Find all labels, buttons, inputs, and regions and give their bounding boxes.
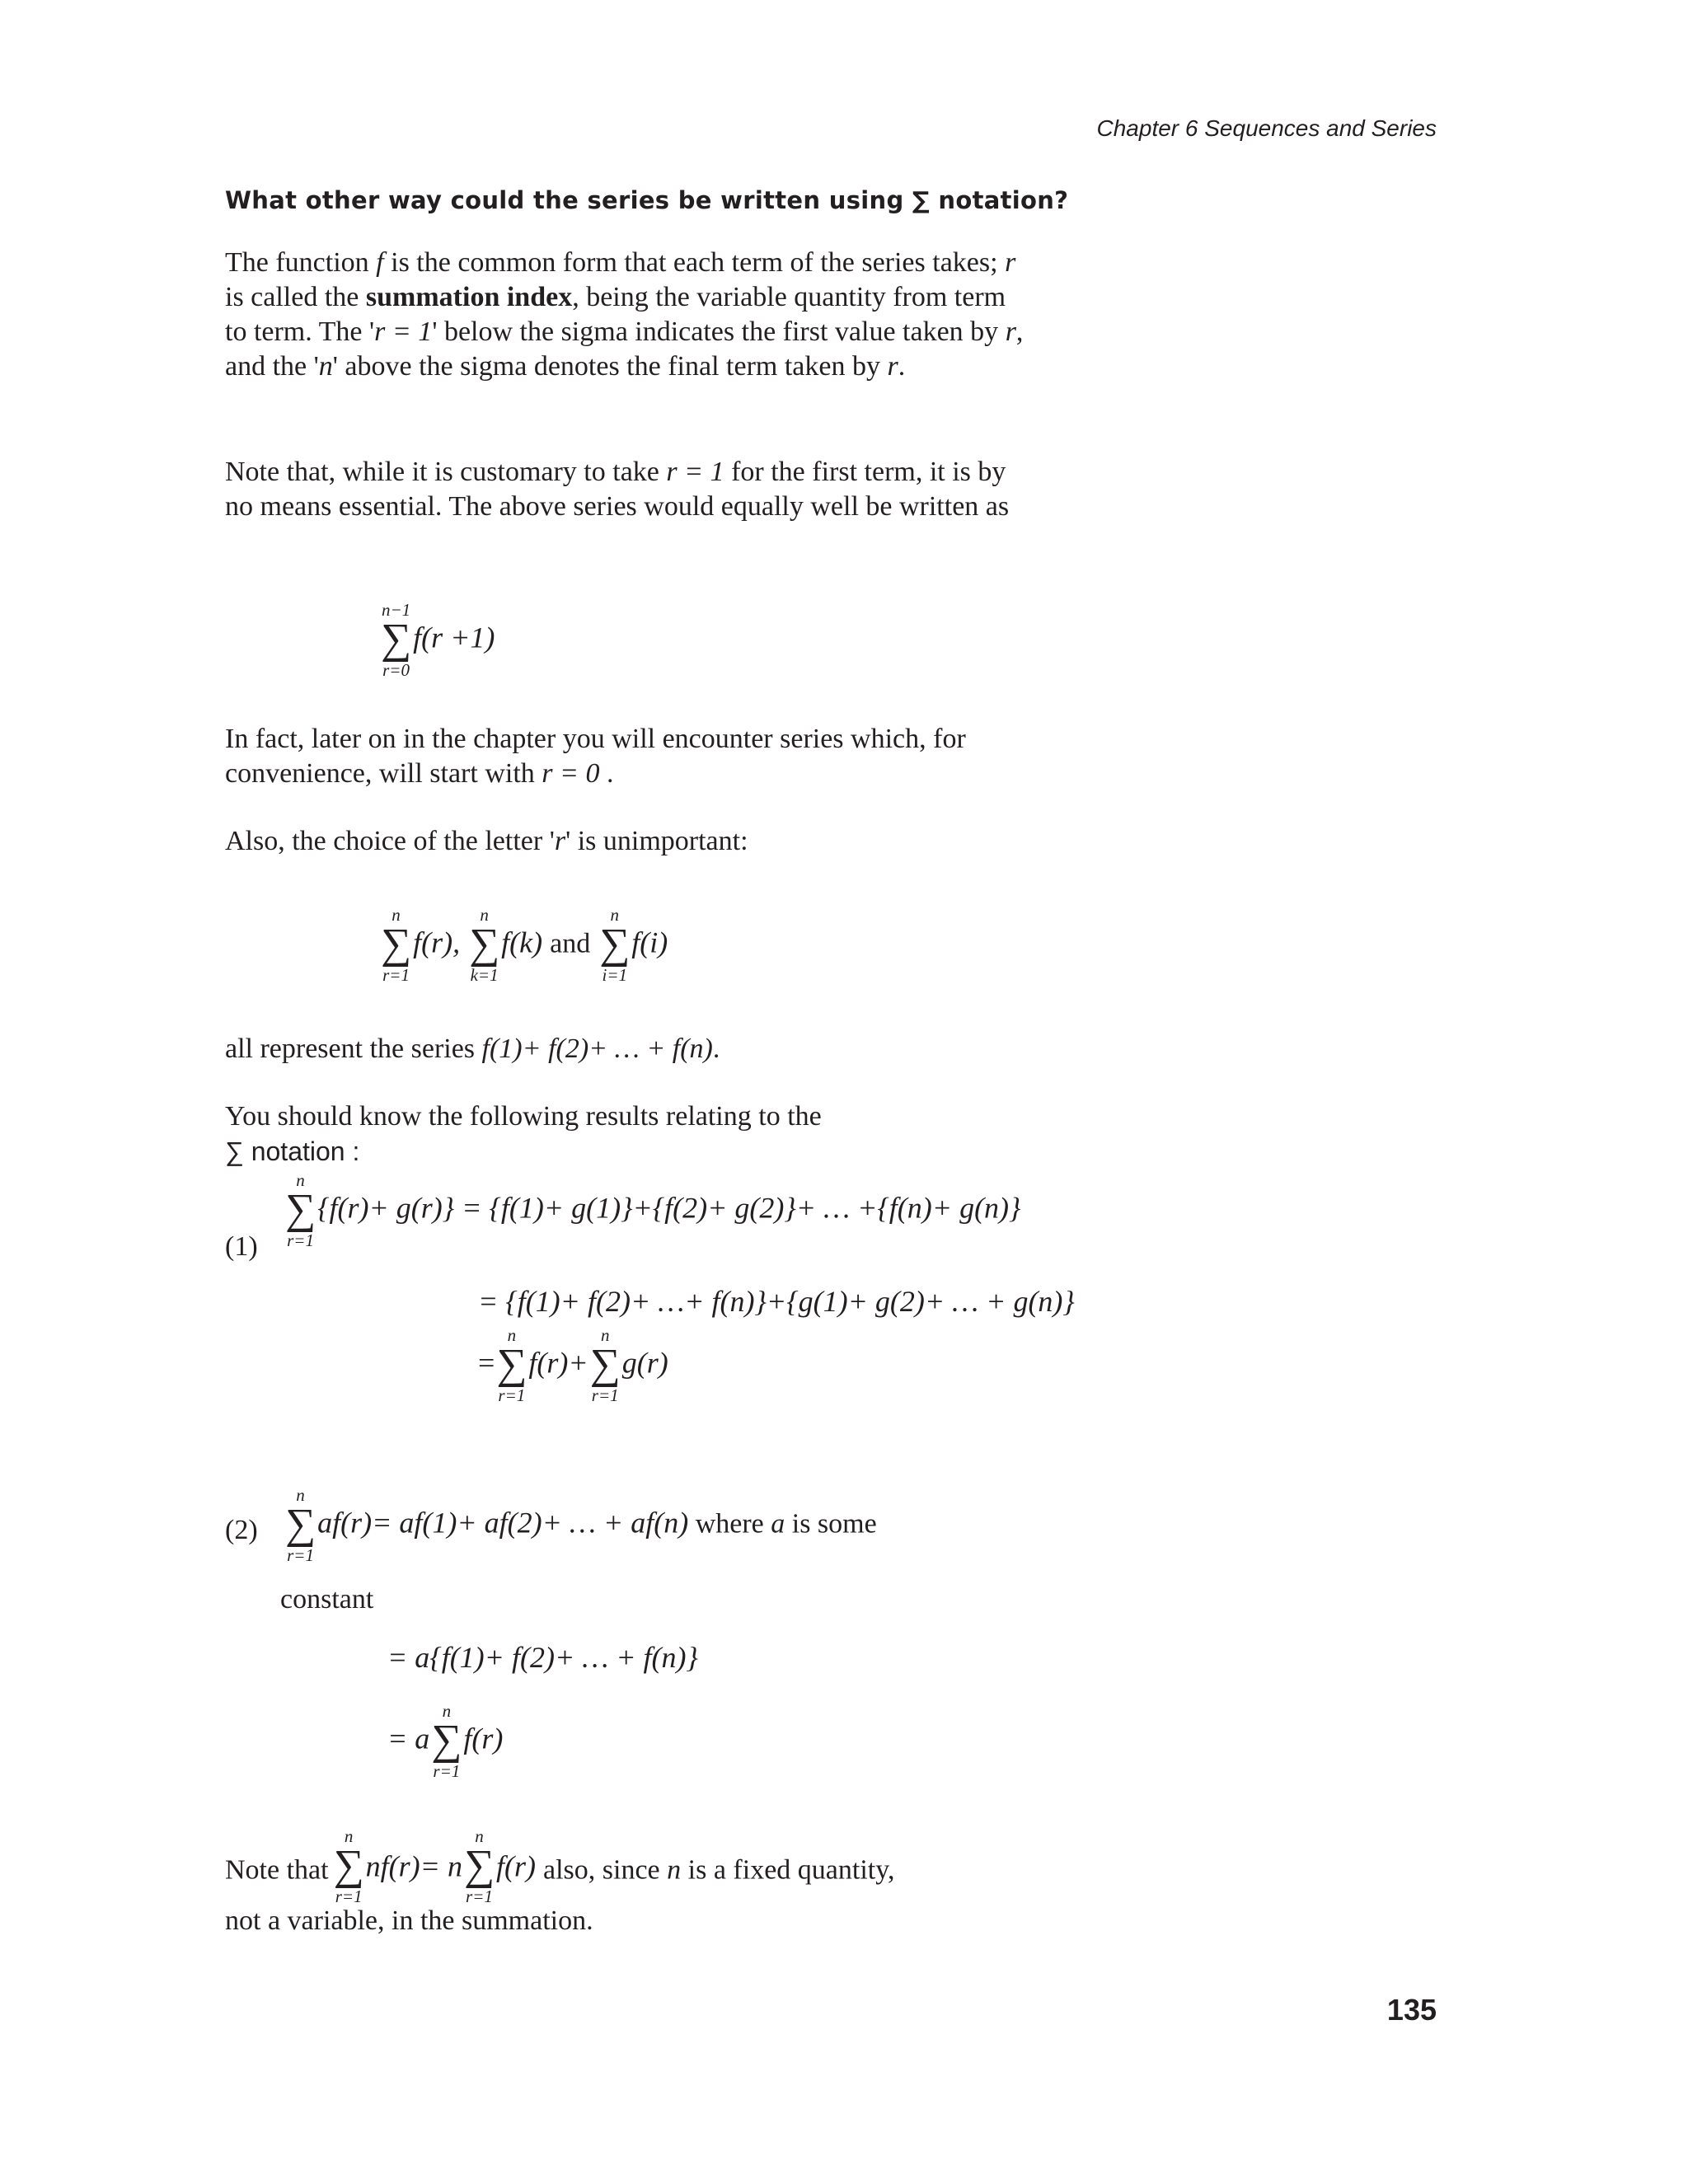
equals-sign: =: [478, 1346, 495, 1380]
result-1-label: (1): [225, 1231, 258, 1262]
sigma-lower: r=1: [287, 1230, 314, 1250]
sigma-lower: r=1: [466, 1886, 493, 1906]
equation-term: f(r): [496, 1850, 537, 1883]
sigma-upper: n: [344, 1826, 354, 1846]
sigma-symbol: n ∑ r=1: [463, 1826, 495, 1906]
sigma-symbol: n ∑ r=1: [381, 905, 412, 985]
equation-body: {f(r)+ g(r)} = {f(1)+ g(1)}+{f(2)+ g(2)}+ … +{f(n)+ g(n)}: [317, 1191, 1021, 1225]
result-2-line-2: = a{f(1)+ f(2)+ … + f(n)}: [387, 1641, 698, 1674]
sigma-symbol: n ∑ i=1: [599, 905, 631, 985]
sigma-upper: n: [296, 1485, 305, 1505]
equation-term: f(r): [463, 1722, 504, 1755]
text: .: [599, 758, 614, 789]
text: ' is unimportant:: [565, 826, 748, 856]
sigma-upper: n: [475, 1826, 484, 1846]
text: r: [554, 826, 566, 856]
sigma-upper: n: [480, 905, 489, 925]
equation-term: nf(r)= n: [365, 1850, 462, 1883]
text: is the common form that each term of the series takes;: [383, 247, 1006, 278]
sigma-lower: r=1: [498, 1385, 526, 1405]
paragraph-results-intro: [225, 1099, 1033, 1169]
equation-term: f(r),: [413, 926, 461, 959]
page-number: 135: [1386, 1993, 1437, 2027]
sigma-symbol: n ∑ r=1: [589, 1325, 621, 1405]
result-1-line-2: = {f(1)+ f(2)+ …+ f(n)}+{g(1)+ g(2)+ … + g(n)}: [478, 1285, 1075, 1318]
text: for the first term, it is by no means essential. The above series would equally well be written as: [225, 457, 1010, 522]
equation-body: af(r)= af(1)+ af(2)+ … + af(n): [317, 1506, 689, 1540]
result-1-line-1: [284, 1170, 1020, 1251]
sigma-lower: r=0: [382, 660, 410, 680]
sigma-symbol: n ∑ r=1: [285, 1485, 316, 1565]
text: You should know the following results relating to the: [225, 1101, 822, 1132]
result-1-line-3: [478, 1325, 668, 1406]
paragraph-series-represent: [225, 1032, 1033, 1066]
result-2-line-3: [387, 1701, 503, 1782]
chapter-header: Chapter 6 Sequences and Series: [1096, 115, 1437, 141]
equation-shifted-index: [379, 600, 495, 681]
text: n: [667, 1854, 682, 1886]
sigma-symbol: n ∑ r=1: [431, 1701, 462, 1781]
text: .: [898, 351, 906, 382]
text: , being the variable quantity from term to term. The ': [225, 282, 1006, 347]
text: In fact, later on in the chapter you will encounter series which, for convenience, will start with: [225, 724, 966, 789]
sigma-upper: n: [600, 1325, 610, 1345]
text: n: [318, 351, 333, 382]
text: Also, the choice of the letter ': [225, 826, 555, 856]
text: r = 1: [666, 457, 724, 487]
note-continued: not a variable, in the summation.: [225, 1905, 593, 1936]
text: r: [887, 351, 898, 382]
equation-body: f(r +1): [413, 621, 495, 654]
text: r = 0: [542, 758, 600, 789]
sigma-upper: n: [507, 1325, 517, 1345]
sigma-lower: r=1: [433, 1761, 461, 1781]
result-2-label: (2): [225, 1515, 258, 1545]
paragraph-summation-index: [225, 246, 1033, 384]
equation-term: g(r): [621, 1346, 668, 1380]
sigma-symbol: n ∑ k=1: [469, 905, 500, 985]
text: is called the: [225, 282, 366, 312]
sigma-upper: n: [442, 1701, 452, 1721]
equation-term: f(r)+: [528, 1346, 588, 1380]
text: is a fixed quantity,: [681, 1854, 895, 1886]
sigma-symbol: n−1 ∑ r=0: [381, 600, 412, 680]
sigma-lower: i=1: [602, 965, 628, 985]
equation-term: f(k): [501, 926, 543, 959]
sigma-upper: n−1: [381, 600, 411, 620]
paragraph-note-start: [225, 455, 1033, 524]
text: f(1)+ f(2)+ … + f(n): [481, 1033, 713, 1064]
equation-term: f(i): [631, 926, 668, 959]
sigma-lower: r=1: [335, 1886, 363, 1906]
text: where: [688, 1508, 771, 1540]
equals-a: = a: [387, 1722, 430, 1755]
result-2-constant: constant: [280, 1584, 374, 1615]
text: ' above the sigma denotes the final term taken by: [332, 351, 888, 382]
text: also, since: [543, 1854, 668, 1886]
text: Note that: [225, 1854, 329, 1886]
text: , and the ': [225, 316, 1024, 382]
text: Note that, while it is customary to take: [225, 457, 667, 487]
text: a: [771, 1508, 785, 1540]
section-question: What other way could the series be written using ∑ notation?: [225, 186, 1069, 214]
sigma-symbol: n ∑ r=1: [285, 1170, 316, 1250]
sigma-upper: n: [296, 1170, 305, 1190]
sigma-lower: k=1: [470, 965, 499, 985]
text: ∑ notation :: [225, 1137, 360, 1166]
sigma-symbol: n ∑ r=1: [496, 1325, 528, 1405]
sigma-lower: r=1: [287, 1545, 314, 1565]
sigma-upper: n: [610, 905, 619, 925]
text: is some: [785, 1508, 877, 1540]
sigma-upper: n: [392, 905, 401, 925]
text: .: [712, 1033, 720, 1064]
sigma-lower: r=1: [382, 965, 410, 985]
text: r = 1: [374, 316, 433, 347]
sigma-lower: r=1: [591, 1385, 619, 1405]
text: all represent the series: [225, 1033, 482, 1064]
note-line: [225, 1826, 895, 1907]
text: r: [1005, 247, 1016, 278]
result-2-line-1: [284, 1485, 877, 1566]
text: ' below the sigma indicates the first value taken by: [432, 316, 1006, 347]
sigma-symbol: n ∑ r=1: [333, 1826, 364, 1906]
paragraph-start-zero: [225, 722, 1033, 791]
bold-term: summation index: [365, 282, 573, 312]
paragraph-letter-choice: [225, 824, 1033, 859]
text: The function: [225, 247, 377, 278]
and-word: and: [550, 928, 591, 959]
equation-dummy-index: [379, 905, 668, 986]
text: f: [376, 247, 384, 278]
text: r: [1005, 316, 1016, 347]
